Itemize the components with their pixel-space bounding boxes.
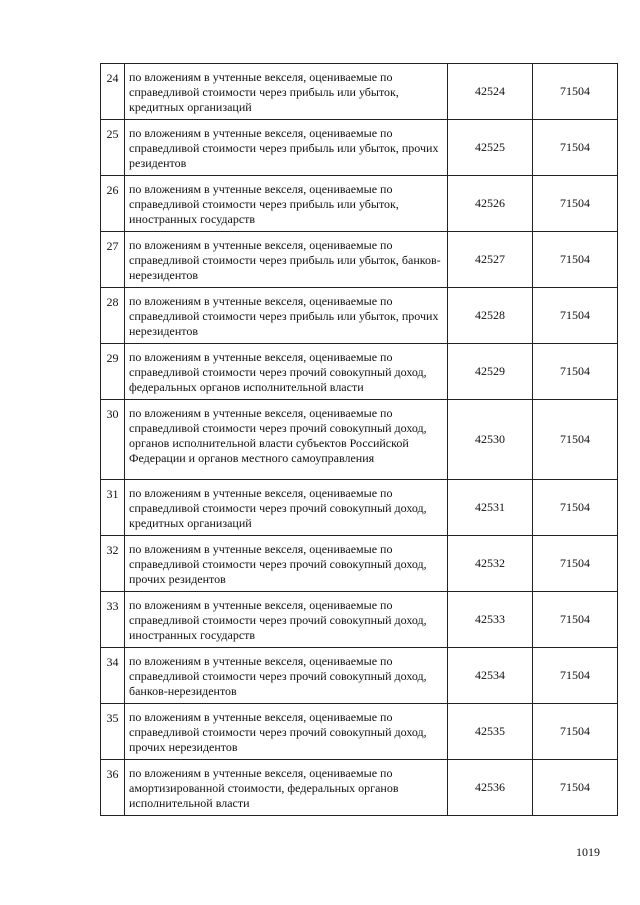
account-number: 42535 xyxy=(448,704,533,760)
account-number: 42525 xyxy=(448,120,533,176)
table-row xyxy=(101,704,618,760)
table-row xyxy=(101,344,618,400)
table-row xyxy=(101,536,618,592)
account-number: 42527 xyxy=(448,232,533,288)
account-number: 42526 xyxy=(448,176,533,232)
symbol-code: 71504 xyxy=(533,592,618,648)
row-description: по вложениям в учтенные векселя, оцениваемые по справедливой стоимости через прочий совокупный доход, иностранных государств xyxy=(125,592,448,648)
table-row xyxy=(101,176,618,232)
row-description: по вложениям в учтенные векселя, оцениваемые по справедливой стоимости через прочий совокупный доход, кредитных организаций xyxy=(125,480,448,536)
symbol-code: 71504 xyxy=(533,400,618,480)
symbol-code: 71504 xyxy=(533,704,618,760)
row-number: 29 xyxy=(101,344,125,400)
row-number: 32 xyxy=(101,536,125,592)
row-number: 24 xyxy=(101,64,125,120)
row-description: по вложениям в учтенные векселя, оцениваемые по справедливой стоимости через прочий совокупный доход, федеральных органов исполнительной власти xyxy=(125,344,448,400)
row-description: по вложениям в учтенные векселя, оцениваемые по справедливой стоимости через прочий совокупный доход, органов исполнительной власти субъектов Российской Федерации и органов местного самоуправления xyxy=(125,400,448,480)
accounts-table-body xyxy=(101,64,618,816)
row-number: 36 xyxy=(101,760,125,816)
account-number: 42534 xyxy=(448,648,533,704)
row-number: 35 xyxy=(101,704,125,760)
row-number: 25 xyxy=(101,120,125,176)
account-number: 42531 xyxy=(448,480,533,536)
symbol-code: 71504 xyxy=(533,648,618,704)
row-description: по вложениям в учтенные векселя, оцениваемые по справедливой стоимости через прочий совокупный доход, банков-нерезидентов xyxy=(125,648,448,704)
row-number: 28 xyxy=(101,288,125,344)
table-row xyxy=(101,592,618,648)
symbol-code: 71504 xyxy=(533,64,618,120)
row-description: по вложениям в учтенные векселя, оцениваемые по справедливой стоимости через прибыль или убыток, кредитных организаций xyxy=(125,64,448,120)
table-row xyxy=(101,120,618,176)
symbol-code: 71504 xyxy=(533,760,618,816)
table-row xyxy=(101,288,618,344)
account-number: 42529 xyxy=(448,344,533,400)
table-row xyxy=(101,760,618,816)
row-description: по вложениям в учтенные векселя, оцениваемые по справедливой стоимости через прочий совокупный доход, прочих нерезидентов xyxy=(125,704,448,760)
symbol-code: 71504 xyxy=(533,120,618,176)
table-row xyxy=(101,400,618,480)
table-row xyxy=(101,64,618,120)
table-row xyxy=(101,480,618,536)
account-number: 42532 xyxy=(448,536,533,592)
symbol-code: 71504 xyxy=(533,480,618,536)
row-number: 30 xyxy=(101,400,125,480)
row-description: по вложениям в учтенные векселя, оцениваемые по амортизированной стоимости, федеральных органов исполнительной власти xyxy=(125,760,448,816)
account-number: 42530 xyxy=(448,400,533,480)
accounts-table xyxy=(100,63,618,816)
row-description: по вложениям в учтенные векселя, оцениваемые по справедливой стоимости через прибыль или убыток, прочих нерезидентов xyxy=(125,288,448,344)
table-row xyxy=(101,232,618,288)
row-description: по вложениям в учтенные векселя, оцениваемые по справедливой стоимости через прочий совокупный доход, прочих резидентов xyxy=(125,536,448,592)
table-row xyxy=(101,648,618,704)
row-number: 31 xyxy=(101,480,125,536)
row-number: 33 xyxy=(101,592,125,648)
row-number: 26 xyxy=(101,176,125,232)
page-number: 1019 xyxy=(576,845,600,859)
symbol-code: 71504 xyxy=(533,176,618,232)
row-description: по вложениям в учтенные векселя, оцениваемые по справедливой стоимости через прибыль или убыток, иностранных государств xyxy=(125,176,448,232)
symbol-code: 71504 xyxy=(533,232,618,288)
row-description: по вложениям в учтенные векселя, оцениваемые по справедливой стоимости через прибыль или убыток, банков-нерезидентов xyxy=(125,232,448,288)
symbol-code: 71504 xyxy=(533,288,618,344)
row-number: 27 xyxy=(101,232,125,288)
account-number: 42533 xyxy=(448,592,533,648)
row-number: 34 xyxy=(101,648,125,704)
account-number: 42536 xyxy=(448,760,533,816)
account-number: 42528 xyxy=(448,288,533,344)
account-number: 42524 xyxy=(448,64,533,120)
symbol-code: 71504 xyxy=(533,344,618,400)
row-description: по вложениям в учтенные векселя, оцениваемые по справедливой стоимости через прибыль или убыток, прочих резидентов xyxy=(125,120,448,176)
symbol-code: 71504 xyxy=(533,536,618,592)
